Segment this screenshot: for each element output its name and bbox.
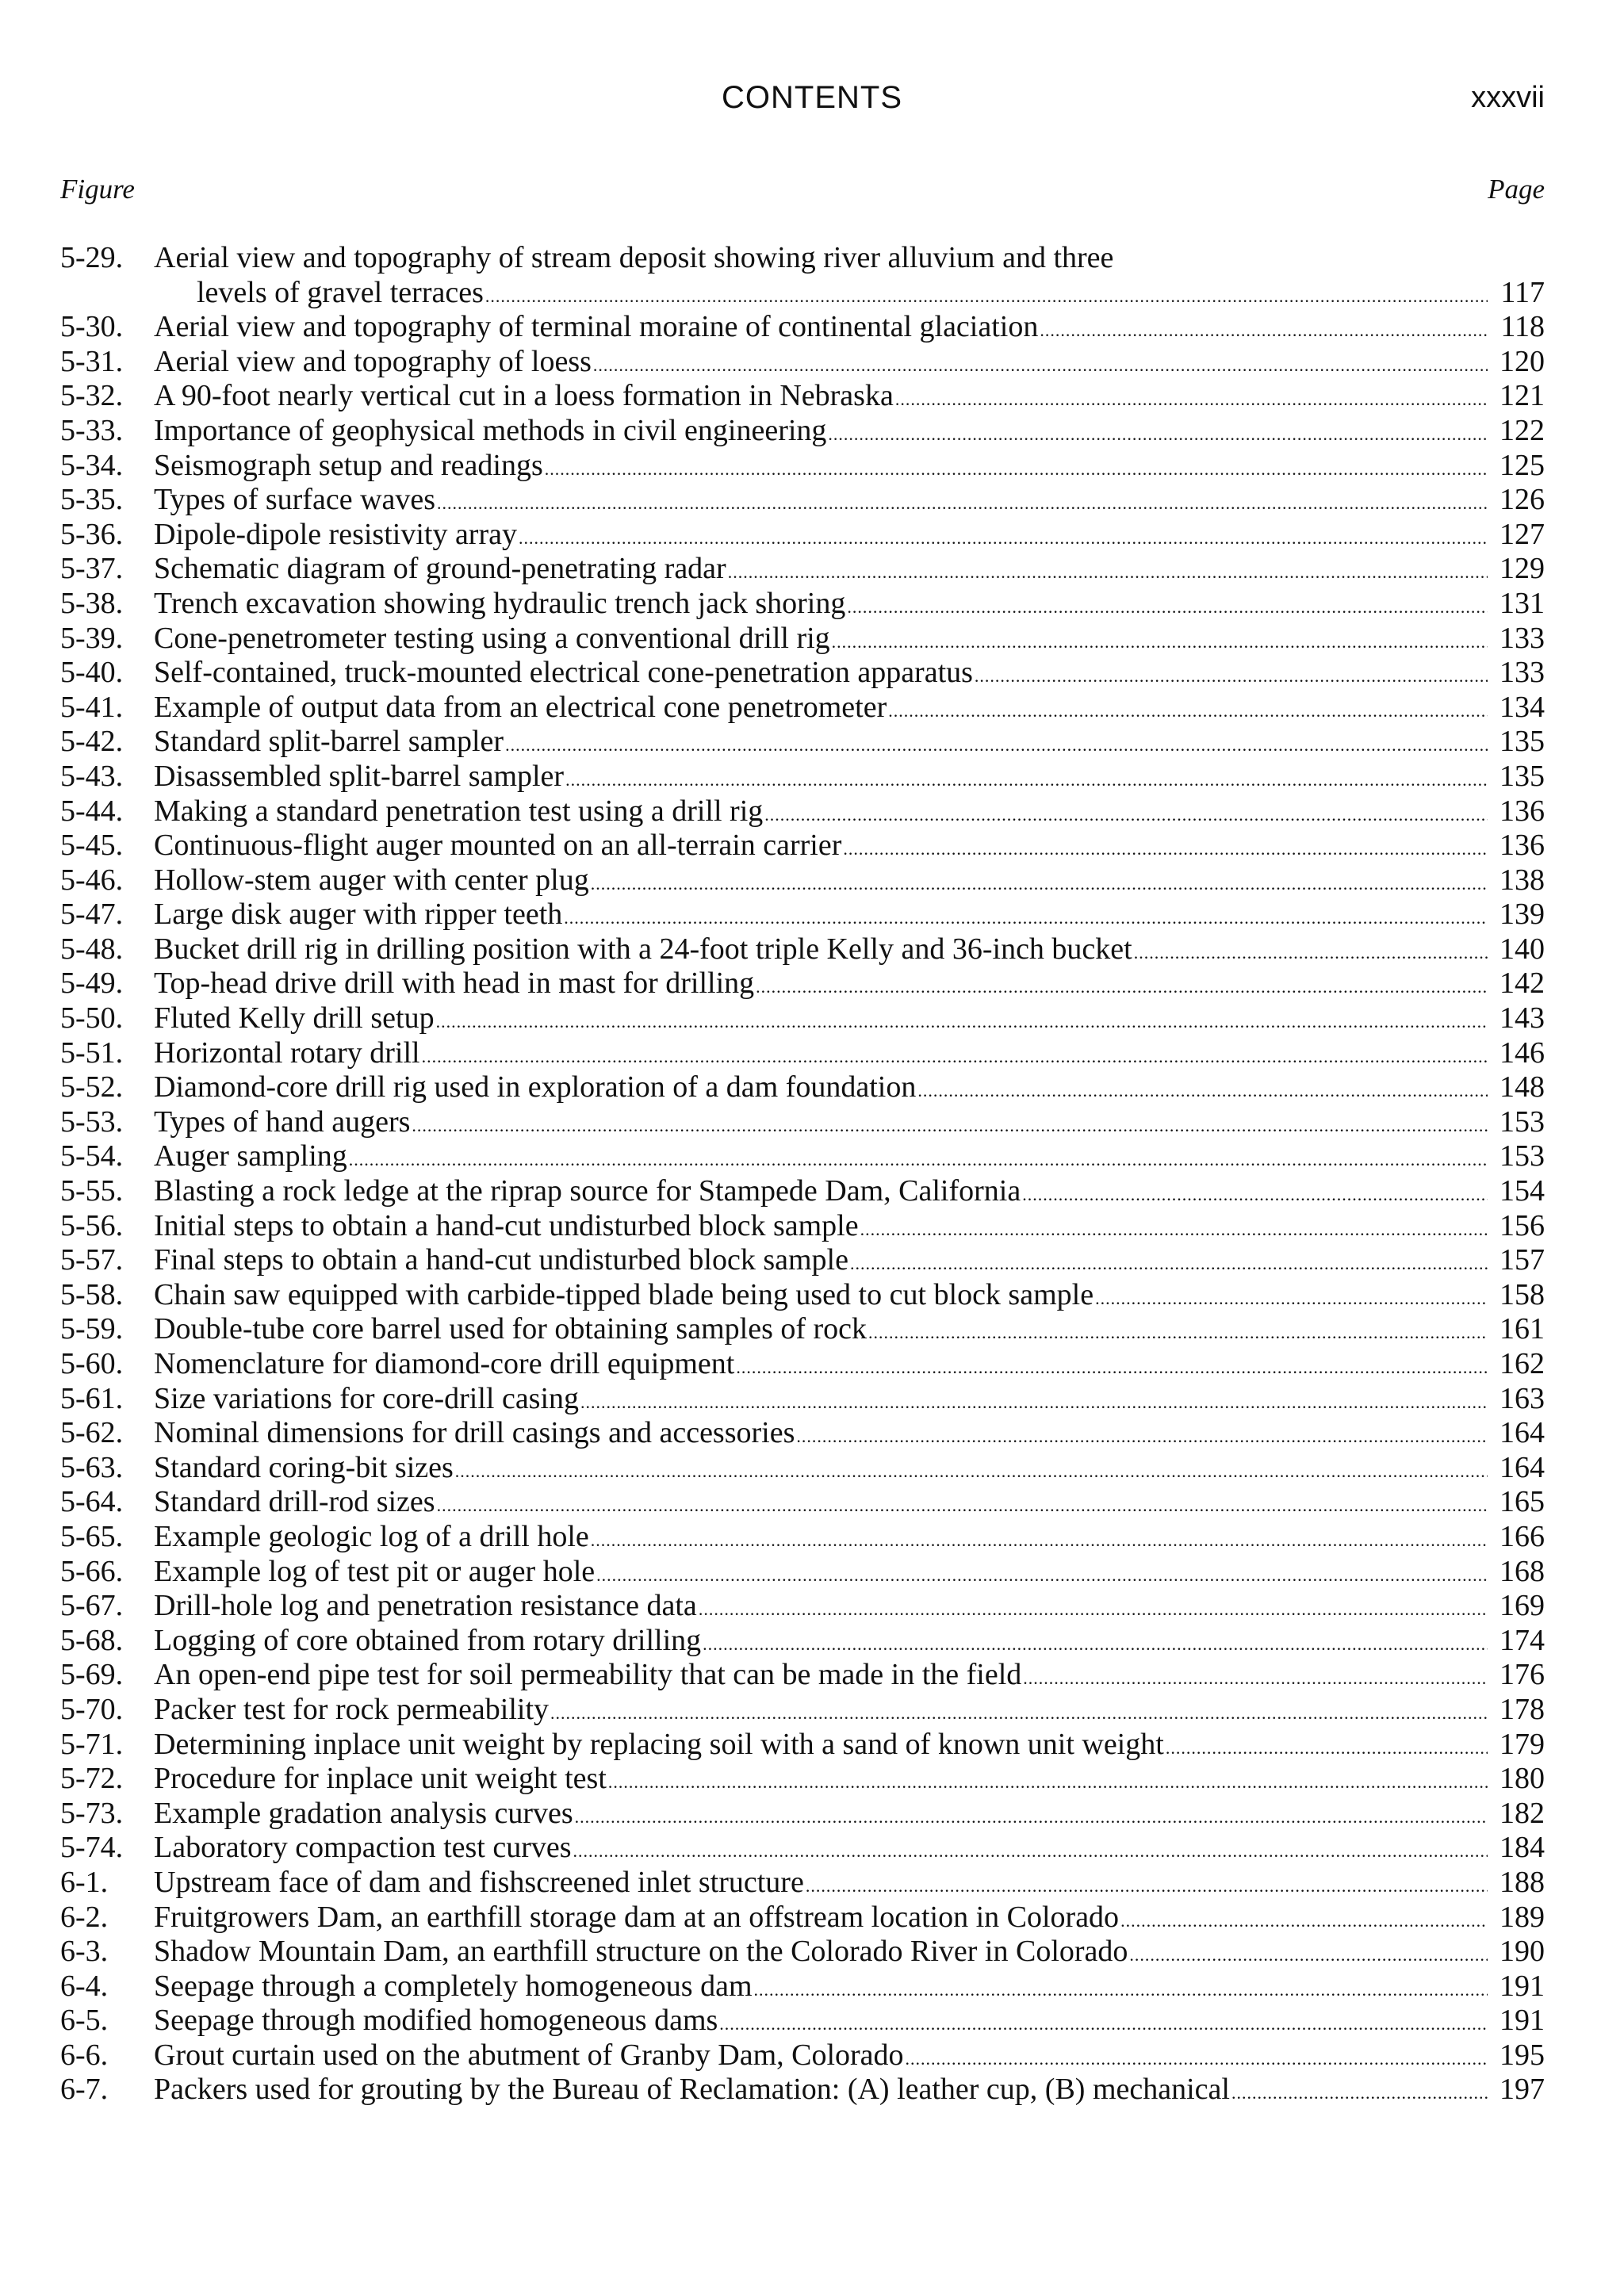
figure-title: Size variations for core-drill casing — [154, 1381, 580, 1415]
figure-title: Chain saw equipped with carbide-tipped blade being used to cut block sample — [154, 1277, 1094, 1311]
list-item — [60, 794, 1545, 829]
dot-leader — [550, 1696, 1488, 1728]
figure-title: Initial steps to obtain a hand-cut undisturbed block sample — [154, 1208, 859, 1242]
page-number: 153 — [1500, 1104, 1545, 1139]
figure-number: 5-59. — [60, 1312, 124, 1346]
figure-title: Trench excavation showing hydraulic trench jack shoring — [154, 586, 846, 620]
dot-leader — [1231, 2076, 1488, 2107]
page-number: 161 — [1500, 1312, 1545, 1346]
figure-number: 5-68. — [60, 1623, 124, 1657]
list-item — [60, 1624, 1545, 1659]
page-number: 148 — [1500, 1070, 1545, 1104]
list-item — [60, 2073, 1545, 2107]
page-number: 188 — [1500, 1865, 1545, 1899]
figure-number: 5-34. — [60, 448, 124, 482]
page-number: 197 — [1500, 2073, 1545, 2107]
dot-leader — [1129, 1938, 1488, 1970]
dot-leader — [1023, 1661, 1488, 1693]
dot-leader — [349, 1143, 1488, 1174]
list-item — [60, 1070, 1545, 1105]
list-item — [60, 241, 1545, 310]
figure-title: Dipole-dipole resistivity array — [154, 517, 517, 551]
figure-number: 5-37. — [60, 552, 124, 586]
list-item — [60, 725, 1545, 760]
page-number: 190 — [1500, 1935, 1545, 1969]
figure-title: Large disk auger with ripper teeth — [154, 898, 563, 932]
list-item — [60, 1589, 1545, 1624]
figure-title: Seepage through modified homogeneous dams — [154, 2004, 718, 2038]
figure-title: Example log of test pit or auger hole — [154, 1554, 596, 1588]
page-number: 138 — [1500, 863, 1545, 897]
dot-leader — [455, 1454, 1488, 1486]
figure-list — [60, 241, 1545, 2107]
dot-leader — [412, 1108, 1488, 1140]
list-item — [60, 414, 1545, 449]
dot-leader — [1040, 313, 1488, 345]
figure-title: Example geologic log of a drill hole — [154, 1519, 589, 1553]
dot-leader — [1134, 936, 1488, 967]
figure-title: Auger sampling — [154, 1139, 347, 1173]
list-item — [60, 1831, 1545, 1866]
page-number: 178 — [1500, 1692, 1545, 1726]
dot-leader — [591, 1523, 1488, 1555]
list-item — [60, 1970, 1545, 2004]
page-number: 157 — [1500, 1243, 1545, 1277]
dot-leader — [437, 486, 1488, 518]
figure-title: Types of hand augers — [154, 1104, 411, 1139]
figure-number: 5-35. — [60, 483, 124, 517]
page-number: 126 — [1500, 483, 1545, 517]
figure-title: Determining inplace unit weight by replacing soil with a sand of known unit weight — [154, 1727, 1164, 1761]
figure-number: 5-67. — [60, 1589, 124, 1623]
list-item — [60, 1382, 1545, 1417]
figure-title: Procedure for inplace unit weight test — [154, 1762, 607, 1796]
figure-number: 5-61. — [60, 1381, 124, 1415]
page-number: 134 — [1500, 690, 1545, 724]
figure-column-heading: Figure — [60, 174, 135, 205]
figure-number: 5-63. — [60, 1450, 124, 1484]
page-number: 158 — [1500, 1277, 1545, 1311]
list-item — [60, 622, 1545, 657]
dot-leader — [888, 694, 1488, 725]
figure-number: 5-62. — [60, 1416, 124, 1450]
dot-leader — [832, 625, 1488, 657]
figure-title: Example gradation analysis curves — [154, 1796, 573, 1830]
dot-leader — [754, 1973, 1488, 2004]
dot-leader — [1120, 1904, 1488, 1935]
page-folio: xxxvii — [1471, 81, 1545, 114]
page-number: 162 — [1500, 1347, 1545, 1380]
list-item — [60, 1451, 1545, 1486]
page-number: 121 — [1500, 379, 1545, 413]
figure-number: 5-39. — [60, 621, 124, 655]
list-item — [60, 449, 1545, 484]
figure-number: 5-70. — [60, 1692, 124, 1726]
page-header — [0, 78, 1624, 125]
figure-number: 5-33. — [60, 413, 124, 447]
page-number: 189 — [1500, 1900, 1545, 1934]
figure-title: Top-head drive drill with head in mast for drilling — [154, 967, 755, 1001]
page-number: 120 — [1500, 344, 1545, 378]
figure-number: 5-71. — [60, 1727, 124, 1761]
list-item — [60, 2004, 1545, 2038]
figure-title: Horizontal rotary drill — [154, 1035, 420, 1070]
page-number: 117 — [1500, 275, 1545, 309]
figure-number: 5-42. — [60, 725, 124, 759]
dot-leader — [828, 417, 1488, 449]
page-number: 146 — [1500, 1035, 1545, 1070]
figure-number: 6-5. — [60, 2004, 109, 2038]
dot-leader — [843, 832, 1488, 863]
figure-number: 5-58. — [60, 1277, 124, 1311]
figure-title: Standard split-barrel sampler — [154, 725, 504, 759]
dot-leader — [436, 1005, 1488, 1036]
page-number: 118 — [1500, 310, 1545, 344]
page-number: 169 — [1500, 1589, 1545, 1623]
list-item — [60, 1243, 1545, 1278]
figure-number: 5-48. — [60, 932, 124, 966]
page-number: 153 — [1500, 1139, 1545, 1173]
figure-number: 5-31. — [60, 344, 124, 378]
figure-title: Cone-penetrometer testing using a conventional drill rig — [154, 621, 830, 655]
list-item — [60, 1728, 1545, 1763]
dot-leader — [895, 382, 1488, 414]
list-item — [60, 1520, 1545, 1555]
figure-number: 5-38. — [60, 586, 124, 620]
figure-title: Standard drill-rod sizes — [154, 1485, 435, 1519]
figure-number: 6-4. — [60, 1969, 109, 2003]
dot-leader — [591, 867, 1488, 898]
dot-leader — [736, 1350, 1488, 1382]
figure-number: 6-6. — [60, 2038, 109, 2072]
figure-number: 6-3. — [60, 1935, 109, 1969]
dot-leader — [975, 659, 1488, 691]
list-item — [60, 1797, 1545, 1832]
figure-title: Grout curtain used on the abutment of Granby Dam, Colorado — [154, 2038, 904, 2072]
dot-leader — [485, 279, 1488, 311]
figure-number: 5-66. — [60, 1554, 124, 1588]
list-item — [60, 932, 1545, 967]
dot-leader — [505, 728, 1488, 760]
figure-number: 5-49. — [60, 967, 124, 1001]
figure-number: 5-51. — [60, 1035, 124, 1070]
figure-title: Double-tube core barrel used for obtaining samples of rock — [154, 1312, 868, 1346]
dot-leader — [519, 521, 1488, 553]
figure-title: A 90-foot nearly vertical cut in a loess formation in Nebraska — [154, 379, 894, 413]
figure-title: levels of gravel terraces — [197, 275, 484, 309]
figure-title: Aerial view and topography of loess — [154, 344, 592, 378]
dot-leader — [728, 555, 1488, 587]
list-item — [60, 1139, 1545, 1174]
page-number: 168 — [1500, 1554, 1545, 1588]
page-number: 154 — [1500, 1174, 1545, 1208]
page-number: 142 — [1500, 967, 1545, 1001]
dot-leader — [575, 1800, 1488, 1832]
dot-leader — [573, 1834, 1488, 1866]
dot-leader — [1166, 1731, 1488, 1763]
list-item — [60, 1935, 1545, 1970]
page-number: 131 — [1500, 586, 1545, 620]
page-number: 133 — [1500, 656, 1545, 690]
list-item — [60, 1866, 1545, 1901]
figure-number: 5-72. — [60, 1762, 124, 1796]
figure-number: 5-41. — [60, 690, 124, 724]
list-item — [60, 1901, 1545, 1935]
list-item — [60, 518, 1545, 553]
page-number: 174 — [1500, 1623, 1545, 1657]
figure-title: Shadow Mountain Dam, an earthfill structure on the Colorado River in Colorado — [154, 1935, 1128, 1969]
figure-title: Example of output data from an electrical cone penetrometer — [154, 690, 887, 724]
page-number: 164 — [1500, 1416, 1545, 1450]
figure-number: 5-56. — [60, 1208, 124, 1242]
dot-leader — [868, 1315, 1488, 1347]
dot-leader — [1022, 1177, 1488, 1209]
page-number: 127 — [1500, 517, 1545, 551]
dot-leader — [1095, 1281, 1488, 1313]
figure-title: Packer test for rock permeability — [154, 1692, 550, 1726]
page-number: 179 — [1500, 1727, 1545, 1761]
page-number: 135 — [1500, 759, 1545, 793]
figure-title: Nominal dimensions for drill casings and accessories — [154, 1416, 795, 1450]
page-number: 195 — [1500, 2038, 1545, 2072]
column-headings — [60, 170, 1545, 209]
figure-number: 5-45. — [60, 829, 124, 863]
list-item — [60, 863, 1545, 898]
figure-number: 5-73. — [60, 1796, 124, 1830]
figure-title: Aerial view and topography of terminal moraine of continental glaciation — [154, 310, 1039, 344]
figure-title: Upstream face of dam and fishscreened inlet structure — [154, 1865, 804, 1899]
page-number: 143 — [1500, 1001, 1545, 1035]
list-item — [60, 1105, 1545, 1140]
dot-leader — [699, 1592, 1488, 1624]
list-item — [60, 656, 1545, 691]
figure-number: 5-52. — [60, 1070, 124, 1104]
page-number: 184 — [1500, 1831, 1545, 1865]
figure-number: 5-54. — [60, 1139, 124, 1173]
list-item — [60, 1209, 1545, 1244]
page-number: 136 — [1500, 829, 1545, 863]
dot-leader — [796, 1419, 1488, 1451]
page-number: 182 — [1500, 1796, 1545, 1830]
list-item — [60, 483, 1545, 518]
page-number: 136 — [1500, 794, 1545, 828]
figure-number: 5-40. — [60, 656, 124, 690]
list-item — [60, 552, 1545, 587]
page-number: 125 — [1500, 448, 1545, 482]
list-item — [60, 1036, 1545, 1071]
figure-number: 5-44. — [60, 794, 124, 828]
figure-number: 5-47. — [60, 898, 124, 932]
list-item — [60, 1174, 1545, 1209]
figure-title: Packers used for grouting by the Bureau of Reclamation: (A) leather cup, (B) mechanical — [154, 2073, 1230, 2107]
list-item — [60, 1485, 1545, 1520]
figure-title: Diamond-core drill rig used in exploration of a dam foundation — [154, 1070, 917, 1104]
page-number: 156 — [1500, 1208, 1545, 1242]
page-number: 180 — [1500, 1762, 1545, 1796]
page-number: 133 — [1500, 621, 1545, 655]
figure-number: 5-50. — [60, 1001, 124, 1035]
figure-title: Laboratory compaction test curves — [154, 1831, 572, 1865]
figure-title: Nomenclature for diamond-core drill equipment — [154, 1347, 735, 1380]
figure-number: 6-7. — [60, 2073, 109, 2107]
dot-leader — [806, 1869, 1488, 1901]
page-number: 165 — [1500, 1485, 1545, 1519]
figure-title: Standard coring-bit sizes — [154, 1450, 454, 1484]
dot-leader — [917, 1074, 1488, 1105]
page-number: 164 — [1500, 1450, 1545, 1484]
figure-title: Fluted Kelly drill setup — [154, 1001, 435, 1035]
figure-number: 5-60. — [60, 1347, 124, 1380]
figure-title: Types of surface waves — [154, 483, 436, 517]
figure-title: Bucket drill rig in drilling position with a 24-foot triple Kelly and 36-inch bucket — [154, 932, 1132, 966]
dot-leader — [437, 1488, 1488, 1520]
figure-title: Seismograph setup and readings — [154, 448, 543, 482]
dot-leader — [564, 901, 1488, 932]
figure-title: Logging of core obtained from rotary drilling — [154, 1623, 702, 1657]
list-item — [60, 310, 1545, 345]
figure-number: 6-2. — [60, 1900, 109, 1934]
page-number: 166 — [1500, 1519, 1545, 1553]
figure-title: Fruitgrowers Dam, an earthfill storage dam at an offstream location in Colorado — [154, 1900, 1120, 1934]
dot-leader — [422, 1039, 1488, 1071]
dot-leader — [593, 348, 1488, 380]
dot-leader — [608, 1765, 1488, 1797]
figure-number: 5-30. — [60, 310, 124, 344]
dot-leader — [545, 452, 1488, 484]
dot-leader — [703, 1627, 1488, 1659]
dot-leader — [580, 1385, 1488, 1417]
figure-title: Continuous-flight auger mounted on an all-terrain carrier — [154, 829, 842, 863]
running-title: CONTENTS — [722, 80, 902, 115]
figure-number: 5-36. — [60, 517, 124, 551]
figure-title: Schematic diagram of ground-penetrating radar — [154, 552, 726, 586]
figure-number: 5-65. — [60, 1519, 124, 1553]
page-number: 163 — [1500, 1381, 1545, 1415]
figure-title: An open-end pipe test for soil permeability that can be made in the field — [154, 1658, 1022, 1692]
dot-leader — [847, 590, 1488, 622]
list-item — [60, 2038, 1545, 2073]
list-item — [60, 829, 1545, 863]
figure-number: 5-32. — [60, 379, 124, 413]
list-item — [60, 1001, 1545, 1036]
list-item — [60, 760, 1545, 794]
list-item — [60, 379, 1545, 414]
page-number: 140 — [1500, 932, 1545, 966]
figure-number: 6-1. — [60, 1865, 109, 1899]
page-number: 176 — [1500, 1658, 1545, 1692]
figure-number: 5-64. — [60, 1485, 124, 1519]
page-number: 129 — [1500, 552, 1545, 586]
list-item — [60, 1347, 1545, 1382]
figure-title: Final steps to obtain a hand-cut undisturbed block sample — [154, 1243, 848, 1277]
list-item — [60, 1762, 1545, 1797]
figure-number: 5-43. — [60, 759, 124, 793]
dot-leader — [764, 798, 1488, 829]
figure-title: Disassembled split-barrel sampler — [154, 759, 565, 793]
list-item — [60, 1693, 1545, 1728]
figure-title: Seepage through a completely homogeneous dam — [154, 1969, 753, 2003]
figure-title: Importance of geophysical methods in civil engineering — [154, 413, 827, 447]
figure-title: Making a standard penetration test using a drill rig — [154, 794, 764, 828]
figure-title: Drill-hole log and penetration resistance data — [154, 1589, 697, 1623]
figure-number: 5-46. — [60, 863, 124, 897]
page-number: 139 — [1500, 898, 1545, 932]
list-item — [60, 1658, 1545, 1693]
dot-leader — [850, 1246, 1488, 1278]
list-item — [60, 967, 1545, 1001]
dot-leader — [719, 2007, 1488, 2038]
figure-number: 5-29. — [60, 241, 124, 274]
figure-number: 5-74. — [60, 1831, 124, 1865]
dot-leader — [906, 2042, 1488, 2073]
list-item — [60, 691, 1545, 725]
list-item — [60, 1555, 1545, 1590]
page-number: 191 — [1500, 1969, 1545, 2003]
figure-number: 5-53. — [60, 1104, 124, 1139]
list-item — [60, 898, 1545, 932]
list-item — [60, 587, 1545, 622]
dot-leader — [756, 970, 1488, 1001]
figure-number: 5-55. — [60, 1174, 124, 1208]
dot-leader — [860, 1212, 1488, 1244]
figure-title: Self-contained, truck-mounted electrical cone-penetration apparatus — [154, 656, 973, 690]
page-number: 135 — [1500, 725, 1545, 759]
list-item — [60, 1416, 1545, 1451]
figure-title: Hollow-stem auger with center plug — [154, 863, 589, 897]
figure-title: Aerial view and topography of stream deposit showing river alluvium and three — [154, 241, 1114, 274]
page-column-heading: Page — [1488, 174, 1545, 205]
dot-leader — [596, 1558, 1488, 1590]
list-item — [60, 345, 1545, 380]
page-number: 191 — [1500, 2004, 1545, 2038]
list-item — [60, 1312, 1545, 1347]
figure-number: 5-69. — [60, 1658, 124, 1692]
figure-title: Blasting a rock ledge at the riprap source for Stampede Dam, California — [154, 1174, 1021, 1208]
list-item — [60, 1278, 1545, 1313]
figure-number: 5-57. — [60, 1243, 124, 1277]
dot-leader — [565, 763, 1488, 794]
page-number: 122 — [1500, 413, 1545, 447]
